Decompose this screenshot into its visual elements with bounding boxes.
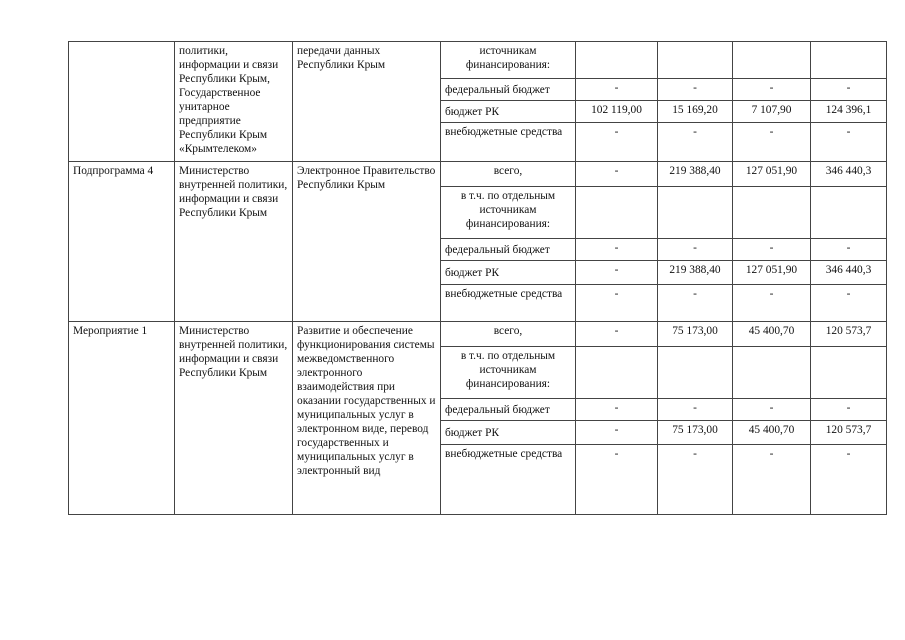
executor-line: Республики Крым,	[179, 73, 270, 85]
value-cell: -	[658, 445, 733, 515]
value-cell: 15 169,20	[658, 101, 733, 123]
value-cell: 124 396,1	[811, 101, 887, 123]
value-cell: 102 119,00	[576, 101, 658, 123]
executor-cell: Министерство внутренней политики, информации и связи Республики Крым	[175, 162, 293, 322]
value-cell: -	[733, 79, 811, 101]
value-cell	[733, 42, 811, 79]
event-cell: Развитие и обеспечение функционирования системы межведомственного электронного взаимодействия при оказании государственных и муниципальных услуг в электронном виде, перевод государственных и муниципальных услуг в электронный вид	[293, 322, 441, 515]
value-cell: -	[811, 79, 887, 101]
value-cell: -	[658, 239, 733, 261]
value-cell: -	[576, 322, 658, 347]
executor-line: унитарное	[179, 101, 230, 113]
value-cell	[576, 42, 658, 79]
executor-line: Республики Крым	[179, 129, 268, 141]
value-cell: 127 051,90	[733, 162, 811, 187]
source-cell: федеральный бюджет	[441, 399, 576, 421]
value-cell	[658, 187, 733, 239]
value-cell	[733, 187, 811, 239]
value-cell	[576, 347, 658, 399]
executor-line: информации и связи	[179, 59, 279, 71]
source-cell: федеральный бюджет	[441, 239, 576, 261]
value-cell: -	[576, 123, 658, 162]
value-cell: -	[733, 399, 811, 421]
value-cell: 7 107,90	[733, 101, 811, 123]
executor-cell	[175, 42, 293, 162]
value-cell: -	[576, 162, 658, 187]
value-cell: -	[811, 399, 887, 421]
value-cell: 346 440,3	[811, 261, 887, 285]
source-cell: в т.ч. по отдельным источникам финансирования:	[441, 347, 576, 399]
value-cell: -	[733, 123, 811, 162]
value-cell	[658, 347, 733, 399]
source-cell: в т.ч. по отдельным источникам финансирования:	[441, 187, 576, 239]
source-cell: внебюджетные средства	[441, 445, 576, 515]
executor-line: «Крымтелеком»	[179, 143, 257, 155]
value-cell: -	[811, 123, 887, 162]
executor-line: Государственное	[179, 87, 261, 99]
source-cell: всего,	[441, 162, 576, 187]
subprogram-name: Подпрограмма 4	[69, 162, 175, 322]
value-cell: -	[576, 261, 658, 285]
value-cell: -	[576, 445, 658, 515]
value-cell: 75 173,00	[658, 322, 733, 347]
value-cell	[811, 42, 887, 79]
value-cell: 45 400,70	[733, 322, 811, 347]
value-cell	[811, 347, 887, 399]
value-cell	[658, 42, 733, 79]
value-cell: 219 388,40	[658, 261, 733, 285]
value-cell: 75 173,00	[658, 421, 733, 445]
executor-cell: Министерство внутренней политики, информации и связи Республики Крым	[175, 322, 293, 515]
source-cell: бюджет РК	[441, 101, 576, 123]
budget-table	[68, 41, 887, 515]
table-row	[69, 42, 887, 79]
value-cell	[811, 187, 887, 239]
source-cell: бюджет РК	[441, 421, 576, 445]
value-cell: -	[576, 79, 658, 101]
value-cell: -	[733, 239, 811, 261]
executor-line: политики,	[179, 45, 228, 57]
program-cell	[69, 42, 175, 162]
value-cell: -	[658, 79, 733, 101]
value-cell: -	[576, 421, 658, 445]
value-cell	[576, 187, 658, 239]
source-cell: федеральный бюджет	[441, 79, 576, 101]
source-cell: внебюджетные средства	[441, 123, 576, 162]
event-cell	[293, 42, 441, 162]
value-cell: -	[733, 285, 811, 322]
source-cell: всего,	[441, 322, 576, 347]
event-line: Республики Крым	[297, 59, 386, 71]
value-cell: -	[811, 239, 887, 261]
event-cell: Электронное Правительство Республики Крым	[293, 162, 441, 322]
value-cell: 346 440,3	[811, 162, 887, 187]
value-cell: -	[576, 285, 658, 322]
value-cell: -	[811, 445, 887, 515]
value-cell: 120 573,7	[811, 421, 887, 445]
value-cell: -	[658, 123, 733, 162]
source-cell: внебюджетные средства	[441, 285, 576, 322]
event-line: передачи данных	[297, 45, 381, 57]
value-cell: 45 400,70	[733, 421, 811, 445]
value-cell: 120 573,7	[811, 322, 887, 347]
activity-name: Мероприятие 1	[69, 322, 175, 515]
table-row	[69, 322, 887, 347]
value-cell	[733, 347, 811, 399]
value-cell: -	[811, 285, 887, 322]
executor-line: предприятие	[179, 115, 241, 127]
value-cell: 219 388,40	[658, 162, 733, 187]
source-cell: бюджет РК	[441, 261, 576, 285]
value-cell: -	[733, 445, 811, 515]
value-cell: 127 051,90	[733, 261, 811, 285]
source-cell: источникам финансирования:	[441, 42, 576, 79]
value-cell: -	[658, 399, 733, 421]
table-row	[69, 162, 887, 187]
value-cell: -	[658, 285, 733, 322]
value-cell: -	[576, 399, 658, 421]
value-cell: -	[576, 239, 658, 261]
